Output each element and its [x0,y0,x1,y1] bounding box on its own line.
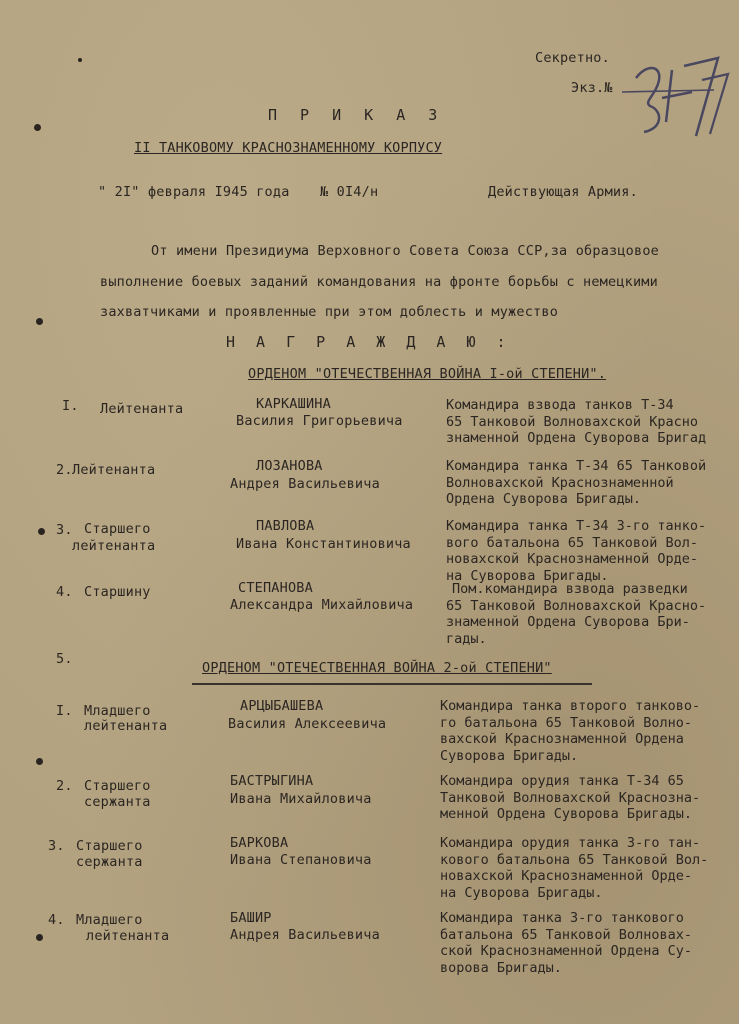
secret-label: Секретно. [535,50,610,66]
entry-description: Командира взвода танков Т-34 65 Танковой Волновахской Красно знаменной Ордена Суворова Бригад [446,397,707,446]
entry-surname: БАСТРЫГИНА [230,773,314,789]
binder-hole [36,318,43,325]
entry-surname: БАШИР [230,910,272,926]
entry-number: 4. [48,912,65,928]
entry-given-names: Ивана Константиновича [236,536,411,552]
entry-rank: Лейтенанта [100,401,184,417]
binder-hole [36,934,43,941]
entry-rank: сержанта [84,794,151,810]
entry-surname: КАРКАШИНА [256,396,331,412]
order-title: П Р И К А З [268,106,445,124]
entry-given-names: Андрея Васильевича [230,476,380,492]
entry-rank: Старшину [84,584,151,600]
entry-rank: лейтенанта [72,538,156,554]
entry-description: Пом.командира взвода разведки 65 Танковой Волновахской Красно- знаменной Ордена Суворова Бри- гады. [446,581,707,647]
entry-description: Командира орудия танка Т-34 65 Танковой Волновахской Краснозна- менной Ордена Суворова Бригады. [440,773,701,822]
entry-given-names: Александра Михайловича [230,597,414,613]
entry-rank: Старшего [84,521,151,537]
copy-label: Экз.№ [571,80,613,96]
preamble-line: выполнение боевых заданий командования на фронте борьбы с немецкими [100,274,658,290]
handwritten-number [622,40,732,140]
entry-number: 2. [56,462,73,478]
entry-rank: Младшего [76,912,143,928]
entry-surname: БАРКОВА [230,835,289,851]
entry-description: Командира танка второго танково- го батальона 65 Танковой Волно- вахской Краснознаменной Ордена Суворова Бригады. [440,698,701,764]
entry-rank: Лейтенанта [72,462,156,478]
entry-given-names: Василия Григорьевича [236,413,403,429]
entry-surname: ЛОЗАНОВА [256,458,323,474]
entry-rank: лейтенанта [86,928,170,944]
section-heading: ОРДЕНОМ "ОТЕЧЕСТВЕННАЯ ВОЙНА 2-ой СТЕПЕНИ" [202,660,552,676]
entry-description: Командира танка 3-го танкового батальона 65 Танковой Волновах- ской Краснознаменной Ордена Су- ворова Бригады. [440,910,692,976]
entry-description: Командира танка Т-34 3-го танко- вого батальона 65 Танковой Вол- новахской Краснознаменной Орде- на Суворова Бригады. [446,518,707,584]
entry-number: I. [62,398,79,414]
binder-hole [78,58,82,62]
entry-given-names: Ивана Михайловича [230,791,372,807]
entry-description: Командира орудия танка 3-го тан- кового батальона 65 Танковой Вол- новахской Краснознаменной Орде- на Суворова Бригады. [440,835,709,901]
preamble-line: От имени Президиума Верховного Совета Союза ССР,за образцовое [151,243,659,259]
entry-description: Командира танка Т-34 65 Танковой Волновахской Краснознаменной Ордена Суворова Бригады. [446,458,707,507]
order-subtitle: II ТАНКОВОМУ КРАСНОЗНАМЕННОМУ КОРПУСУ [134,140,443,156]
entry-number: 3. [56,522,73,538]
entry-surname: СТЕПАНОВА [238,580,313,596]
binder-hole [34,124,41,131]
entry-number: 5. [56,651,73,667]
entry-rank: Старшего [84,778,151,794]
award-heading: Н А Г Р А Ж Д А Ю : [226,333,512,351]
entry-rank: сержанта [76,854,143,870]
entry-surname: ПАВЛОВА [256,518,315,534]
entry-rank: Старшего [76,838,143,854]
entry-given-names: Василия Алексеевича [228,716,387,732]
entry-given-names: Андрея Васильевича [230,927,380,943]
entry-number: 2. [56,778,73,794]
order-number: № 0I4/н [320,184,379,200]
order-date: " 2I" февраля I945 года [98,184,290,200]
binder-hole [36,758,43,765]
section-divider [192,683,592,685]
entry-given-names: Ивана Степановича [230,852,372,868]
section-heading: ОРДЕНОМ "ОТЕЧЕСТВЕННАЯ ВОЙНА I-ой СТЕПЕНИ". [248,366,607,382]
entry-number: 3. [48,838,65,854]
entry-number: 4. [56,584,73,600]
entry-number: I. [56,703,73,719]
entry-rank: Младшего [84,703,151,719]
binder-hole [38,528,45,535]
preamble-line: захватчиками и проявленные при этом доблесть и мужество [100,304,559,320]
army-label: Действующая Армия. [488,184,638,200]
entry-surname: АРЦЫБАШЕВА [240,698,324,714]
entry-rank: лейтенанта [84,718,168,734]
